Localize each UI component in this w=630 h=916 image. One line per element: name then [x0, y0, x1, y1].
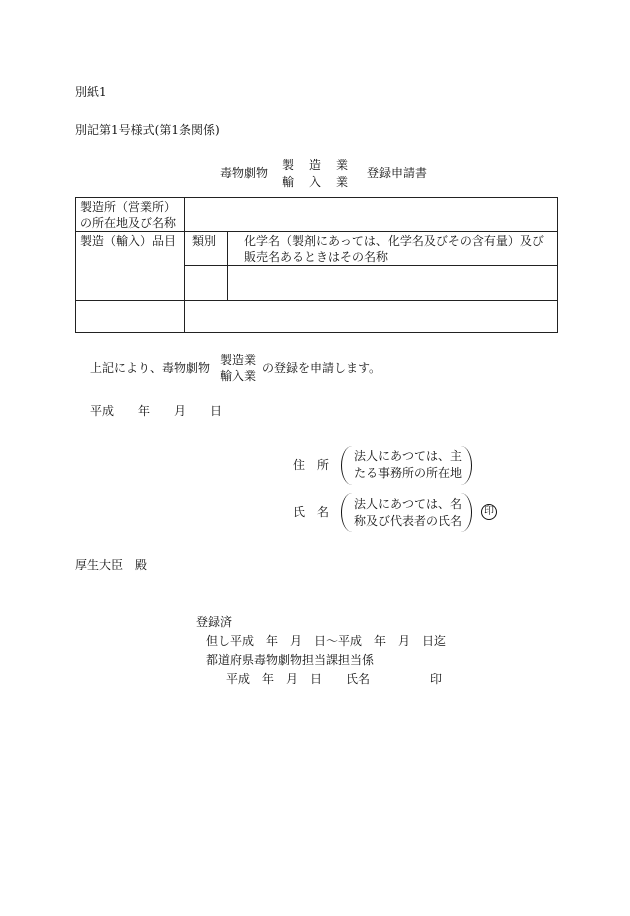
- chemical-header-cell: [228, 232, 558, 266]
- facility-value-cell: [185, 198, 558, 232]
- address-note-line: たる事務所の所在地: [354, 465, 463, 480]
- title-business-type-manufacture: 製 造 業: [282, 158, 350, 172]
- title-business-types: [282, 157, 350, 191]
- extra-label-cell: [76, 301, 185, 333]
- application-date-line: 平成 年 月 日: [90, 404, 223, 418]
- registration-stamp-title: 登録済: [196, 615, 233, 629]
- name-note-line: 称及び代表者の氏名: [354, 513, 463, 528]
- products-label-cell: [76, 232, 185, 301]
- chemical-header-line: 販売名あるときはその名称: [244, 250, 389, 264]
- name-note-line: 法人にあつては、名: [354, 497, 463, 511]
- name-label: 氏 名: [293, 505, 330, 519]
- seal-mark: 印: [481, 504, 497, 520]
- address-label: 住 所: [293, 458, 330, 472]
- registration-department: 都道府県毒物劇物担当課担当係: [206, 653, 375, 667]
- extra-value-cell: [185, 301, 558, 333]
- registration-table: [75, 197, 558, 333]
- address-note-line: 法人にあつては、主: [354, 449, 463, 463]
- addressee: 厚生大臣 殿: [75, 558, 148, 572]
- application-text-before: 上記により、毒物劇物: [90, 361, 211, 375]
- application-text-after: の登録を申請します。: [262, 361, 382, 375]
- title-business-type-import: 輸 入 業: [282, 175, 350, 189]
- application-business-types: [220, 352, 256, 384]
- title-suffix: 登録申請書: [367, 166, 428, 180]
- category-header-cell: [185, 232, 228, 266]
- chemical-header-line: 化学名（製剤にあっては、化学名及びその含有量）及び: [244, 234, 544, 248]
- facility-label-line: の所在地及び名称: [80, 216, 177, 230]
- table-row-facility: [76, 198, 558, 232]
- chemical-value-cell: [228, 266, 558, 301]
- name-note-bracket: [341, 493, 472, 532]
- application-business-type-manufacture: 製造業: [220, 353, 257, 367]
- facility-label-cell: [76, 198, 185, 232]
- title-prefix: 毒物劇物: [220, 166, 269, 180]
- attachment-label: 別紙1: [75, 85, 107, 99]
- table-row-products-header: [76, 232, 558, 266]
- category-value-cell: [185, 266, 228, 301]
- products-label: 製造（輸入）品目: [80, 234, 177, 248]
- registration-validity: 但し平成 年 月 日〜平成 年 月 日迄: [206, 634, 447, 648]
- application-business-type-import: 輸入業: [220, 369, 257, 383]
- table-row-extra: [76, 301, 558, 333]
- address-note-bracket: [341, 446, 472, 485]
- facility-label-line: 製造所（営業所）: [80, 200, 177, 214]
- form-reference: 別記第1号様式(第1条関係): [75, 123, 220, 137]
- registration-signature-line: 平成 年 月 日 氏名 印: [226, 672, 443, 686]
- category-header: 類別: [192, 234, 217, 248]
